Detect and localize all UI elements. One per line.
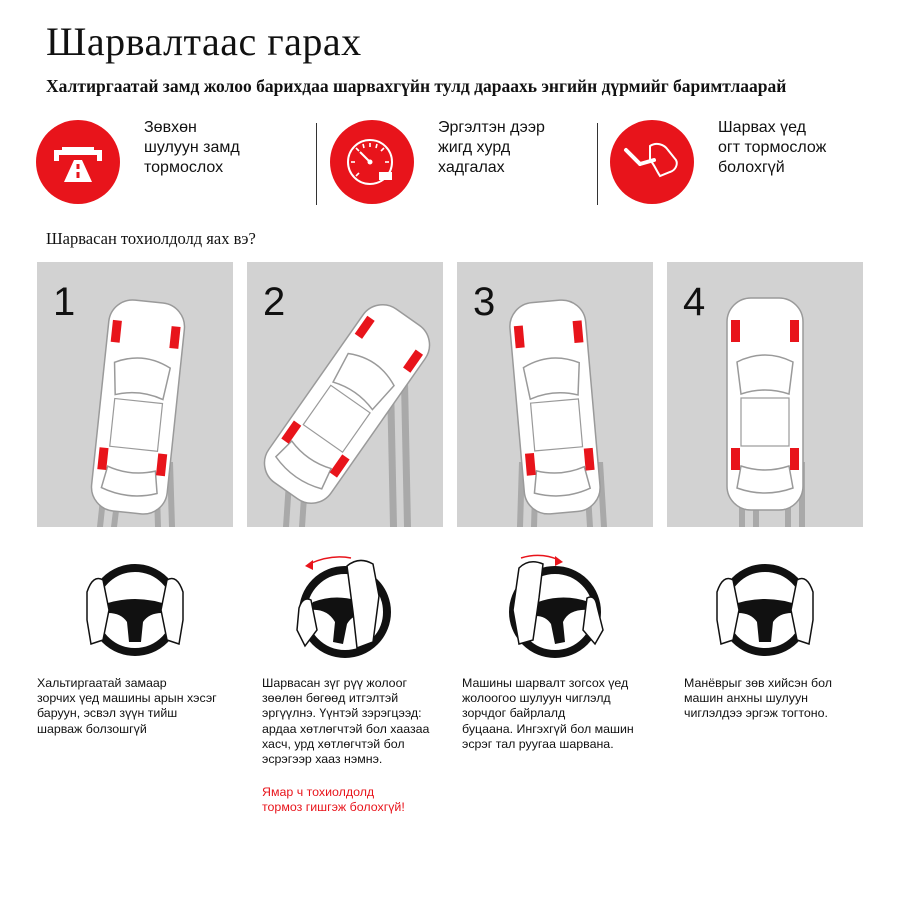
hands-on-wheel-icon	[667, 550, 863, 660]
hands-on-wheel-icon	[37, 550, 233, 660]
step-1-panel	[37, 262, 233, 527]
step-1-description: Хальтиргаатай замаар зорчих үед машины арын хэсэг баруун, эсвэл зүүн тийш шарваж болзошгүй	[37, 676, 217, 736]
section-question: Шарвасан тохиолдолд яах вэ?	[46, 229, 256, 248]
tip-text: Эргэлтэн дээр жигд хурд хадгалах	[438, 119, 545, 176]
speedometer-icon	[330, 120, 414, 204]
step-number: 3	[473, 280, 496, 324]
car-icon	[255, 295, 439, 512]
step-number: 2	[263, 280, 286, 324]
page-subtitle: Халтиргаатай замд жолоо барихдаа шарвахгүйн тулд дараахь энгийн дүрмийг баримтлаарай	[46, 76, 787, 96]
step-3-panel	[457, 262, 653, 527]
step-3-description: Машины шарвалт зогсох үед жолоогоо шулуун чиглэлд зорчдог байрлалд буцаана. Ингэхгүй бол машин эсрэг тал руугаа шарвана.	[462, 676, 634, 751]
divider	[316, 123, 317, 205]
step-2-panel	[247, 262, 443, 527]
tip-text: Шарвах үед огт тормослож болохгүй	[718, 119, 827, 176]
warning-text: Ямар ч тохиолдолд тормоз гишгэж болохгүй!	[262, 785, 405, 815]
divider	[597, 123, 598, 205]
car-icon	[727, 298, 803, 510]
step-4-panel	[667, 262, 863, 527]
tip-text: Зөвхөн шулуун замд тормослох	[144, 119, 240, 176]
step-4-description: Манёврыг зөв хийсэн бол машин анхны шулуун чиглэлдээ эргэж тогтоно.	[684, 676, 832, 721]
page-title: Шарвалтаас гарах	[46, 19, 362, 64]
wheel-turn-right-icon	[457, 550, 653, 660]
wheel-turn-left-icon	[247, 550, 443, 660]
step-number: 1	[53, 280, 76, 324]
highway-road-icon	[36, 120, 120, 204]
step-2-description: Шарвасан зүг рүү жолоог зөөлөн бөгөөд итгэлтэй эргүүлнэ. Үүнтэй зэрэгцээд: ардаа хөтлөгчтэй бол хаазаа хасч, урд хөтлөгчтэй бол эсрэгээр хааз нэмнэ.	[262, 676, 430, 767]
step-number: 4	[683, 280, 706, 324]
brake-pedal-icon	[610, 120, 694, 204]
